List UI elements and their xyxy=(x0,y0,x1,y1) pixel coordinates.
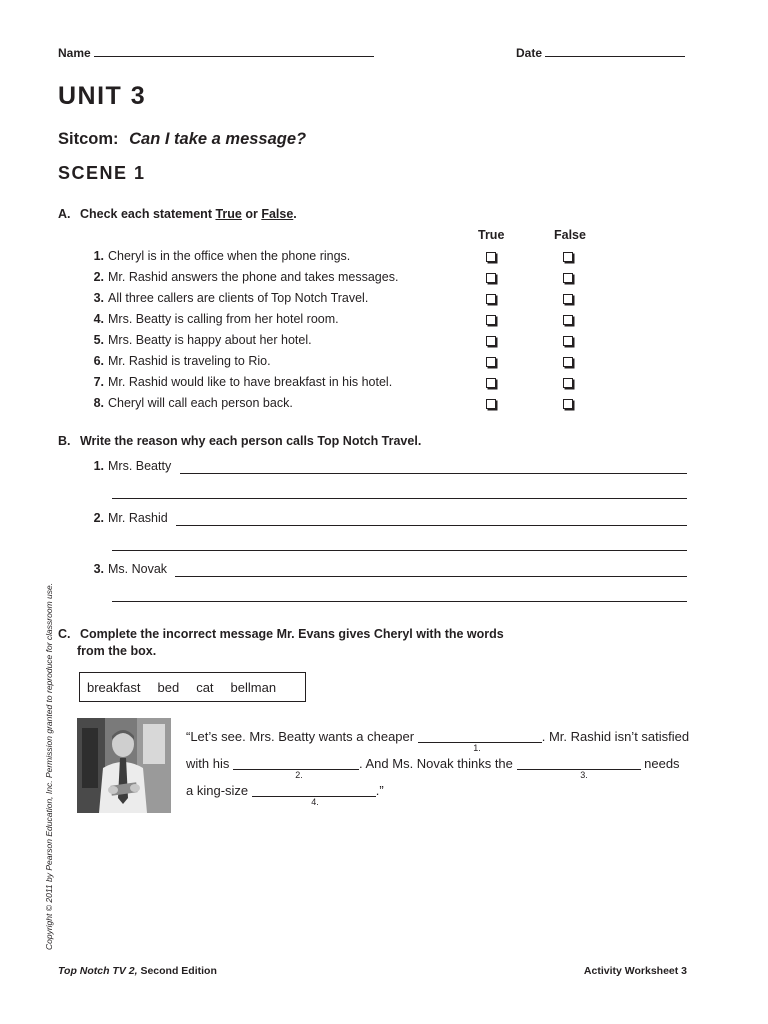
blank-number: 1. xyxy=(473,743,481,753)
statement-number: 3. xyxy=(93,291,104,305)
false-column-header: False xyxy=(554,228,586,242)
answer-line[interactable] xyxy=(112,601,687,602)
true-checkbox[interactable] xyxy=(486,378,496,388)
statement-number: 6. xyxy=(93,354,104,368)
name-field xyxy=(58,44,374,60)
answer-line[interactable] xyxy=(176,525,687,526)
statement-row xyxy=(88,375,392,389)
message-line-3: a king-size .” xyxy=(186,783,384,798)
statement-row xyxy=(88,270,398,284)
word-box-word: breakfast xyxy=(87,679,141,695)
answer-line[interactable] xyxy=(175,576,687,577)
false-checkbox[interactable] xyxy=(563,294,573,304)
sitcom-heading xyxy=(58,130,306,149)
false-checkbox[interactable] xyxy=(563,378,573,388)
footer-worksheet: Activity Worksheet 3 xyxy=(583,965,687,977)
b-item-name: Mrs. Beatty xyxy=(108,459,172,473)
name-blank[interactable] xyxy=(94,44,374,57)
statement-text: All three callers are clients of Top Notch Travel. xyxy=(108,291,369,305)
word-box xyxy=(79,672,306,702)
true-checkbox[interactable] xyxy=(486,315,496,325)
statement-text: Mr. Rashid is traveling to Rio. xyxy=(108,354,271,368)
date-blank[interactable] xyxy=(545,44,685,57)
copyright-notice: Copyright © 2011 by Pearson Education, Inc. Permission granted to reproduce for classroom use. xyxy=(44,582,54,950)
word-box-word: cat xyxy=(196,679,214,695)
section-c-instruction-line2: from the box. xyxy=(77,644,157,658)
footer-edition: Top Notch TV 2, Second Edition xyxy=(58,965,217,977)
true-checkbox[interactable] xyxy=(486,294,496,304)
statement-text: Mr. Rashid answers the phone and takes messages. xyxy=(108,270,399,284)
blank-4[interactable] xyxy=(252,784,376,797)
word-box-word: bellman xyxy=(230,679,277,695)
section-c-instruction: C. Complete the incorrect message Mr. Evans gives Cheryl with the words xyxy=(58,627,504,641)
section-b-instruction: B. Write the reason why each person calls Top Notch Travel. xyxy=(58,434,422,448)
statement-text: Cheryl will call each person back. xyxy=(108,396,293,410)
statement-number: 1. xyxy=(93,249,104,263)
answer-line[interactable] xyxy=(112,498,687,499)
statement-number: 8. xyxy=(93,396,104,410)
word-box-word: bed xyxy=(157,679,180,695)
sitcom-title: Can I take a message? xyxy=(129,130,307,148)
blank-1[interactable] xyxy=(418,730,542,743)
true-checkbox[interactable] xyxy=(486,252,496,262)
true-checkbox[interactable] xyxy=(486,273,496,283)
false-checkbox[interactable] xyxy=(563,357,573,367)
true-checkbox[interactable] xyxy=(486,336,496,346)
statement-row xyxy=(88,396,293,410)
statement-row xyxy=(88,291,368,305)
b-item-3: 3. Ms. Novak xyxy=(93,562,168,576)
message-line-1: “Let’s see. Mrs. Beatty wants a cheaper . Mr. Rashid isn’t satisfied xyxy=(186,729,690,744)
b-item-1: 1. Mrs. Beatty xyxy=(93,459,172,473)
name-label: Name xyxy=(58,46,91,60)
date-label: Date xyxy=(516,46,543,60)
b-item-2: 2. Mr. Rashid xyxy=(93,511,168,525)
sitcom-label: Sitcom: xyxy=(58,130,119,148)
statement-number: 5. xyxy=(93,333,104,347)
statement-row xyxy=(88,354,271,368)
blank-number: 4. xyxy=(311,797,319,807)
statement-text: Cheryl is in the office when the phone rings. xyxy=(108,249,351,263)
answer-line[interactable] xyxy=(180,473,687,474)
true-column-header: True xyxy=(478,228,505,242)
statement-row xyxy=(88,333,312,347)
scene-title: SCENE 1 xyxy=(58,163,146,183)
true-checkbox[interactable] xyxy=(486,399,496,409)
true-checkbox[interactable] xyxy=(486,357,496,367)
statement-row xyxy=(88,249,350,263)
section-a-instruction: A. Check each statement True or False. xyxy=(58,207,297,221)
false-checkbox[interactable] xyxy=(563,399,573,409)
blank-number: 3. xyxy=(580,770,588,780)
unit-title: UNIT 3 xyxy=(58,82,147,110)
date-field xyxy=(516,44,685,60)
b-item-name: Mr. Rashid xyxy=(108,511,168,525)
statement-number: 4. xyxy=(93,312,104,326)
statement-number: 7. xyxy=(93,375,104,389)
blank-number: 2. xyxy=(295,770,303,780)
blank-3[interactable] xyxy=(517,757,641,770)
statement-row xyxy=(88,312,339,326)
mr-evans-photo xyxy=(77,718,171,813)
message-line-2: with his . And Ms. Novak thinks the needs xyxy=(186,756,680,771)
false-checkbox[interactable] xyxy=(563,315,573,325)
false-checkbox[interactable] xyxy=(563,273,573,283)
false-checkbox[interactable] xyxy=(563,336,573,346)
statement-text: Mr. Rashid would like to have breakfast in his hotel. xyxy=(108,375,393,389)
statement-text: Mrs. Beatty is calling from her hotel room. xyxy=(108,312,339,326)
statement-text: Mrs. Beatty is happy about her hotel. xyxy=(108,333,312,347)
false-checkbox[interactable] xyxy=(563,252,573,262)
statement-number: 2. xyxy=(93,270,104,284)
b-item-name: Ms. Novak xyxy=(108,562,168,576)
answer-line[interactable] xyxy=(112,550,687,551)
blank-2[interactable] xyxy=(233,757,359,770)
